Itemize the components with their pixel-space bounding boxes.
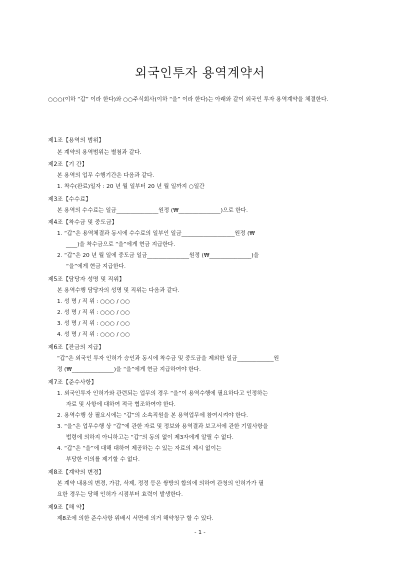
article-2-item-1: 1. 착수(완료)일자 : 20 년 월 일부터 20 년 월 일까지 ○일간 xyxy=(57,184,205,190)
article-5-body: 본 용역수행 담당자의 성명 및 직위는 다음과 같다. xyxy=(57,288,180,294)
article-6-body: “갑”은 외국인 투자 인허가 승인과 동시에 착수금 및 중도금을 제외한 일금_____________원 xyxy=(57,356,280,362)
article-7-item-4-cont: 부당한 이의를 제기할 수 없다. xyxy=(66,457,140,463)
document-title: 외국인투자 용역계약서 xyxy=(134,65,266,80)
article-4-heading: 제4조【착수금 및 중도금】 xyxy=(48,220,118,226)
article-9-body: 제8조에 의한 준수사항 위배시 서면에 의거 해약청구 할 수 있다. xyxy=(57,516,214,522)
article-5-item-1: 1. 성 명 / 직 위 : ○○○ / ○○ xyxy=(57,299,131,305)
article-8-heading: 제8조【계약의 변경】 xyxy=(48,470,105,476)
article-7-item-1-cont: 자료 및 사항에 대하여 적극 협조하여야 한다. xyxy=(66,402,176,408)
article-7-item-4: 4. “갑”은 “을”에 대해 대하여 제공하는 수 있는 자료의 제시 없이는 xyxy=(57,446,222,452)
article-6-heading: 제6조【잔금의 지급】 xyxy=(48,345,105,351)
article-5-item-3: 3. 성 명 / 직 위 : ○○○ / ○○ xyxy=(57,321,131,327)
article-3-heading: 제3조【수수료】 xyxy=(48,197,92,203)
article-4-item-1-cont: ____)을 착수금으로 “을”에게 현금 지급한다. xyxy=(66,242,176,248)
page-number: - 1 - xyxy=(194,530,206,536)
article-5-item-2: 2. 성 명 / 직 위 : ○○○ / ○○ xyxy=(57,310,131,316)
article-1-body: 본 계약의 용역범위는 별첨과 같다. xyxy=(57,150,142,156)
intro-paragraph: ○○○(이하 “갑” 이라 한다)와 ○○주식회사(이하 “을” 이라 한다)는 아래와 같이 외국인 투자 용역계약을 체결한다. xyxy=(48,97,329,103)
article-2-heading: 제2조【기 간】 xyxy=(48,162,88,168)
article-7-item-1: 1. 외국인투자 인허가와 관련되는 업무의 경우 “을”이 용역수행에 필요하다고 인정하는 xyxy=(57,391,268,397)
article-5-item-4: 4. 성 명 / 직 위 : ○○○ / ○○ xyxy=(57,332,131,338)
article-8-body: 본 계약 내용의 변경, 가감, 삭제, 정정 등은 쌍방의 합의에 의하여 관청의 인허가가 필 xyxy=(57,481,264,487)
article-7-item-2: 2. 용역수행 상 필요시에는 “갑”의 소속직원을 본 용역업무에 참여시켜야 한다. xyxy=(57,413,249,419)
article-4-item-1: 1. “갑”은 용역체결과 동시에 수수료의 일부인 일금___________________원정 (₩ xyxy=(57,231,255,237)
article-9-heading: 제9조【해 약】 xyxy=(48,505,88,511)
article-3-body: 본 용역의 수수료는 일금_______________원정 (₩_______________)으로 한다. xyxy=(57,208,248,214)
article-4-item-2-cont: “을”에게 현금 지급한다. xyxy=(66,264,126,270)
article-5-heading: 제5조【담당자 성명 및 직위】 xyxy=(48,277,125,283)
article-2-body: 본 용역의 업무 수행기간은 다음과 같다. xyxy=(57,173,155,179)
article-8-body-cont: 요한 경우는 당해 인허가 시점부터 효력이 발생한다. xyxy=(57,492,183,498)
article-7-item-3: 3. “을”은 업무수행 상 “갑”에 관한 자료 및 정보와 용역결과 보고서에 관한 기밀사항을 xyxy=(57,424,269,430)
article-7-heading: 제7조【준수사항】 xyxy=(48,380,97,386)
article-7-item-3-cont: 법령에 의하지 아니하고는 “갑”의 동의 없이 제3자에게 알릴 수 없다. xyxy=(66,435,234,441)
article-1-heading: 제1조【용역의 범위】 xyxy=(48,138,105,144)
article-4-item-2: 2. “갑”은 20 년 월 일에 중도금 일금_______________원정 (₩_______________)을 xyxy=(57,253,259,259)
article-6-body-cont: 정 (₩_______________)을 “을”에게 현금 지급하여야 한다. xyxy=(57,367,201,373)
